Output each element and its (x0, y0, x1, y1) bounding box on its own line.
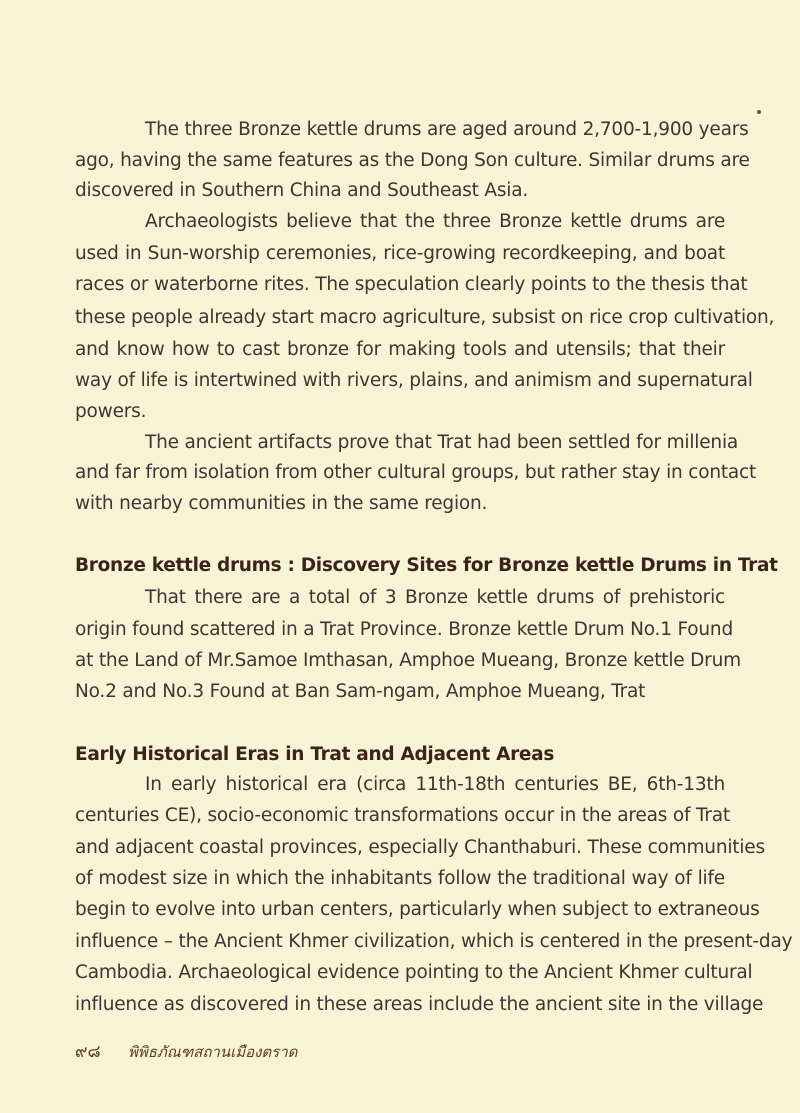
text-line: discovered in Southern China and Southeast Asia. (75, 180, 529, 201)
text-line: races or waterborne rites. The speculation clearly points to the thesis that (75, 274, 748, 295)
text-line: That there are a total of 3 Bronze kettle drums of prehistoric (145, 587, 725, 608)
text-line: and far from isolation from other cultural groups, but rather stay in contact (75, 462, 757, 483)
text-line: influence – the Ancient Khmer civilization, which is centered in the present-day (75, 931, 793, 952)
text-line: powers. (75, 401, 147, 422)
scan-speck (757, 110, 761, 114)
section-heading: Bronze kettle drums : Discovery Sites for Bronze kettle Drums in Trat (75, 555, 778, 576)
text-line: influence as discovered in these areas include the ancient site in the village (75, 994, 764, 1015)
text-line: and adjacent coastal provinces, especially Chanthaburi. These communities (75, 837, 765, 858)
text-line: way of life is intertwined with rivers, plains, and animism and supernatural (75, 370, 753, 391)
text-line: at the Land of Mr.Samoe Imthasan, Amphoe Mueang, Bronze kettle Drum (75, 650, 741, 671)
section-heading: Early Historical Eras in Trat and Adjacent Areas (75, 744, 555, 765)
text-line: The three Bronze kettle drums are aged around 2,700-1,900 years (145, 119, 749, 140)
text-line: begin to evolve into urban centers, particularly when subject to extraneous (75, 899, 760, 920)
text-line: Cambodia. Archaeological evidence pointing to the Ancient Khmer cultural (75, 962, 753, 983)
text-line: Archaeologists believe that the three Bronze kettle drums are (145, 211, 725, 232)
text-line: these people already start macro agriculture, subsist on rice crop cultivation, (75, 307, 775, 328)
book-title: พิพิธภัณฑสถานเมืองตราด (127, 1043, 298, 1061)
text-line: ago, having the same features as the Dong Son culture. Similar drums are (75, 150, 750, 171)
page-footer (75, 1038, 297, 1065)
text-line: In early historical era (circa 11th-18th centuries BE, 6th-13th (145, 774, 725, 795)
text-line: The ancient artifacts prove that Trat had been settled for millenia (145, 432, 739, 453)
text-line: and know how to cast bronze for making tools and utensils; that their (75, 339, 725, 360)
page-number: ๙๘ (75, 1042, 101, 1062)
text-line: used in Sun-worship ceremonies, rice-growing recordkeeping, and boat (75, 243, 725, 264)
text-line: origin found scattered in a Trat Province. Bronze kettle Drum No.1 Found (75, 619, 733, 640)
text-line: of modest size in which the inhabitants follow the traditional way of life (75, 868, 725, 889)
text-line: No.2 and No.3 Found at Ban Sam-ngam, Amphoe Mueang, Trat (75, 681, 646, 702)
text-line: with nearby communities in the same region. (75, 493, 488, 514)
text-line: centuries CE), socio-economic transformations occur in the areas of Trat (75, 805, 730, 826)
